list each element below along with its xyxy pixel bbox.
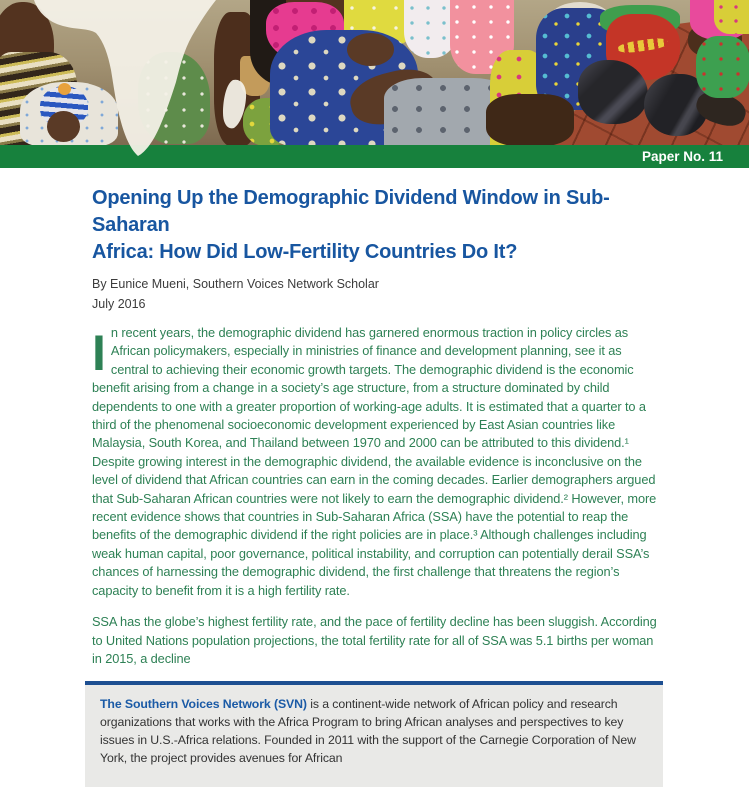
svn-info-paragraph	[100, 695, 648, 767]
svn-info-lead: The Southern Voices Network (SVN)	[100, 697, 307, 712]
paragraph-1-text: n recent years, the demographic dividend has garnered enormous traction in policy circles as African policymakers, especially in ministries of finance and development planning, see it as central to achieving their economic growth targets. The demographic dividend is the economic benefit arising from a change in a society’s age structure, from a structure dominated by child dependents to one with a greater proportion of working-age adults. It is estimated that a quarter to a third of the phenomenal socioeconomic development experienced by East Asian countries like Malaysia, South Korea, and Thailand between 1970 and 2000 can be attributed to this dividend.¹ Despite growing interest in the demographic dividend, the available evidence is inconclusive on the level of dividend that African countries can earn in the coming decades. Earlier demographers argued that Sub-Saharan African countries were not likely to earn the demographic dividend.² However, more recent evidence shows that countries in Sub-Saharan Africa (SSA) have the potential to reap the benefits of the demographic dividend if the right policies are in place.³ Although challenges including weak human capital, poor governance, political instability, and corruption can potentially derail SSA’s chances of harnessing the demographic dividend, the first challenge that threatens the region’s capacity to benefit from it is a high fertility rate.	[92, 325, 657, 598]
paragraph-2: SSA has the globe’s highest fertility rate, and the pace of fertility decline has been sluggish. According to United Nations population projections, the total fertility rate for all of SSA was 5.1 births per woman in 2015, a decline	[92, 614, 657, 666]
paper-number-label: Paper No. 11	[641, 149, 723, 164]
title-line-1: Opening Up the Demographic Dividend Window in Sub-Saharan	[92, 187, 610, 236]
byline: By Eunice Mueni, Southern Voices Network Scholar	[92, 277, 379, 291]
photo-fabric	[696, 36, 749, 98]
photo-baby	[347, 33, 394, 66]
photo-baby	[47, 111, 80, 142]
publication-date: July 2016	[92, 297, 146, 311]
photo-person	[486, 94, 574, 145]
photo-hat-pompom	[58, 83, 71, 95]
title-line-2: Africa: How Did Low-Fertility Countries Do It?	[92, 241, 518, 263]
paragraph-1	[92, 324, 657, 600]
paper-number-banner	[0, 145, 749, 168]
photo-fabric	[138, 52, 210, 144]
photo-fabric	[714, 0, 749, 34]
drop-cap: I	[92, 325, 104, 381]
svn-info-box	[85, 681, 663, 787]
svn-info-text: is a continent-wide network of African policy and research organizations that works with the Africa Program to bring African analyses and perspectives to key issues in U.S.-Africa relations. Founded in 2011 with the support of the Carnegie Corporation of New York, the project provides avenues for African	[100, 697, 636, 766]
article-content	[0, 168, 749, 787]
page-title	[92, 185, 657, 266]
cover-photo	[0, 0, 749, 145]
